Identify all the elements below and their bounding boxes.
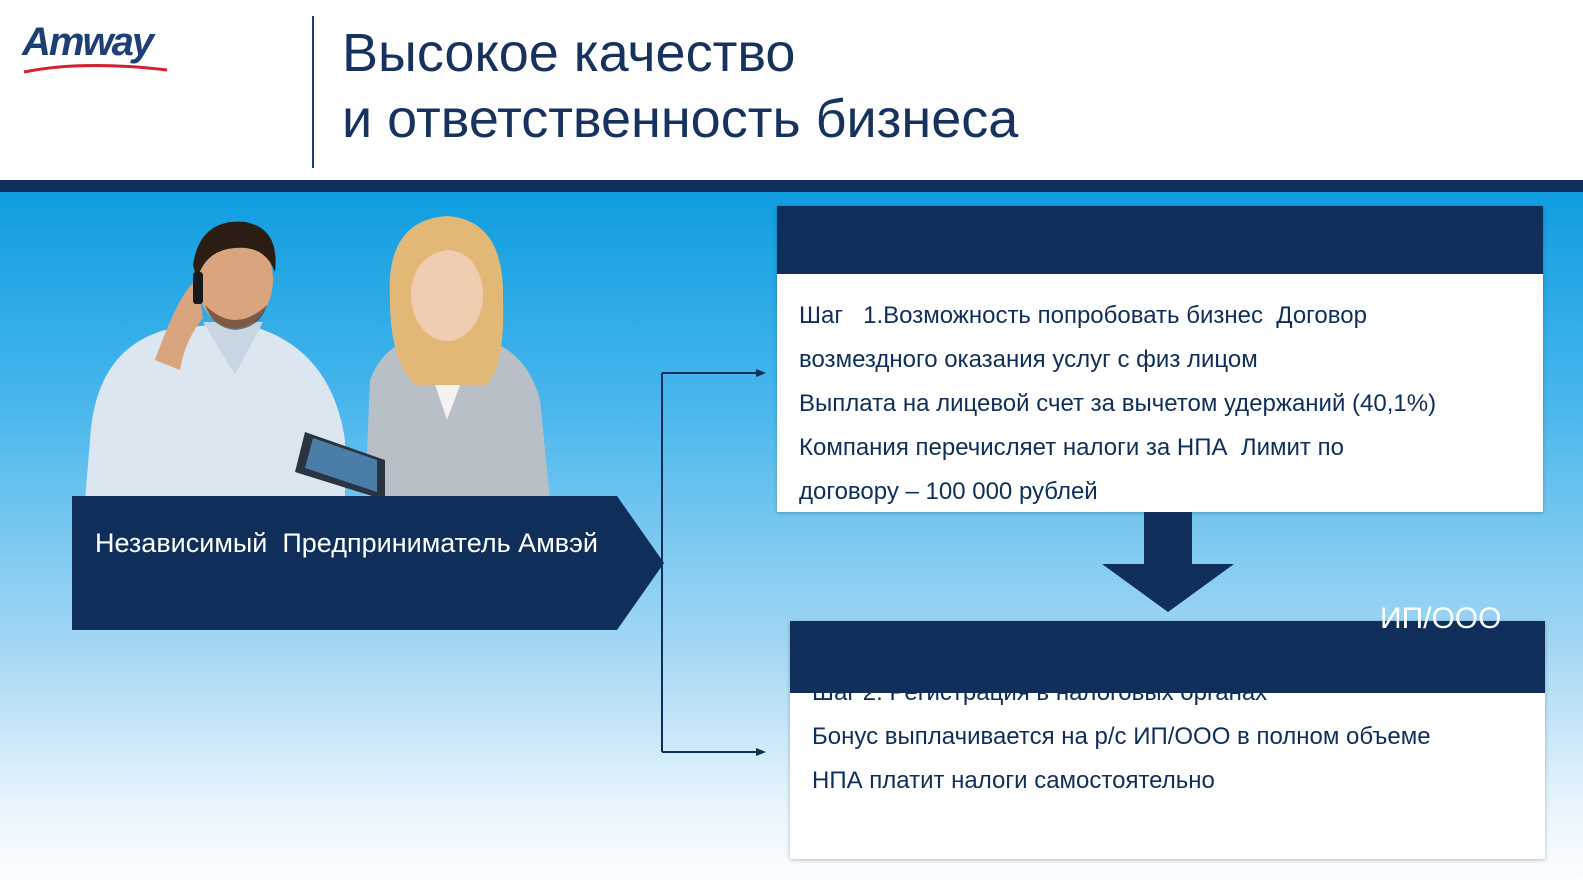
step2-line: Бонус выплачивается на р/с ИП/ООО в полном объеме <box>812 723 1431 750</box>
header-divider <box>312 16 314 168</box>
slide-title <box>342 20 1018 152</box>
step1-text <box>799 294 1436 514</box>
step1-line: договору – 100 000 рублей <box>799 478 1098 505</box>
step2-card <box>790 621 1545 859</box>
woman-figure <box>295 216 550 500</box>
two-people-photo <box>85 210 555 500</box>
title-line-1: Высокое качество <box>342 23 796 83</box>
step1-line: Компания перечисляет налоги за НПА Лимит по <box>799 434 1344 461</box>
step1-card-header <box>777 206 1543 274</box>
step1-line: Шаг 1.Возможность попробовать бизнес Договор <box>799 302 1367 329</box>
header-band <box>0 180 1583 192</box>
np-arrow-banner <box>72 496 664 630</box>
step2-text <box>812 715 1431 803</box>
logo-wordmark: Amway <box>22 20 153 64</box>
step1-card <box>777 206 1543 512</box>
np-label: Независимый Предприниматель Амвэй <box>95 528 598 558</box>
down-arrow-icon <box>1100 512 1236 614</box>
step2-header-label: ИП/ООО <box>1380 602 1502 635</box>
logo-swoosh-icon <box>22 58 172 78</box>
title-line-2: и ответственность бизнеса <box>342 89 1019 149</box>
step2-line: НПА платит налоги самостоятельно <box>812 767 1215 794</box>
amway-logo <box>22 20 172 80</box>
slide-header <box>0 0 1583 180</box>
step1-line: Выплата на лицевой счет за вычетом удержаний (40,1%) <box>799 390 1437 417</box>
step1-line: возмездного оказания услуг с физ лицом <box>799 346 1258 373</box>
